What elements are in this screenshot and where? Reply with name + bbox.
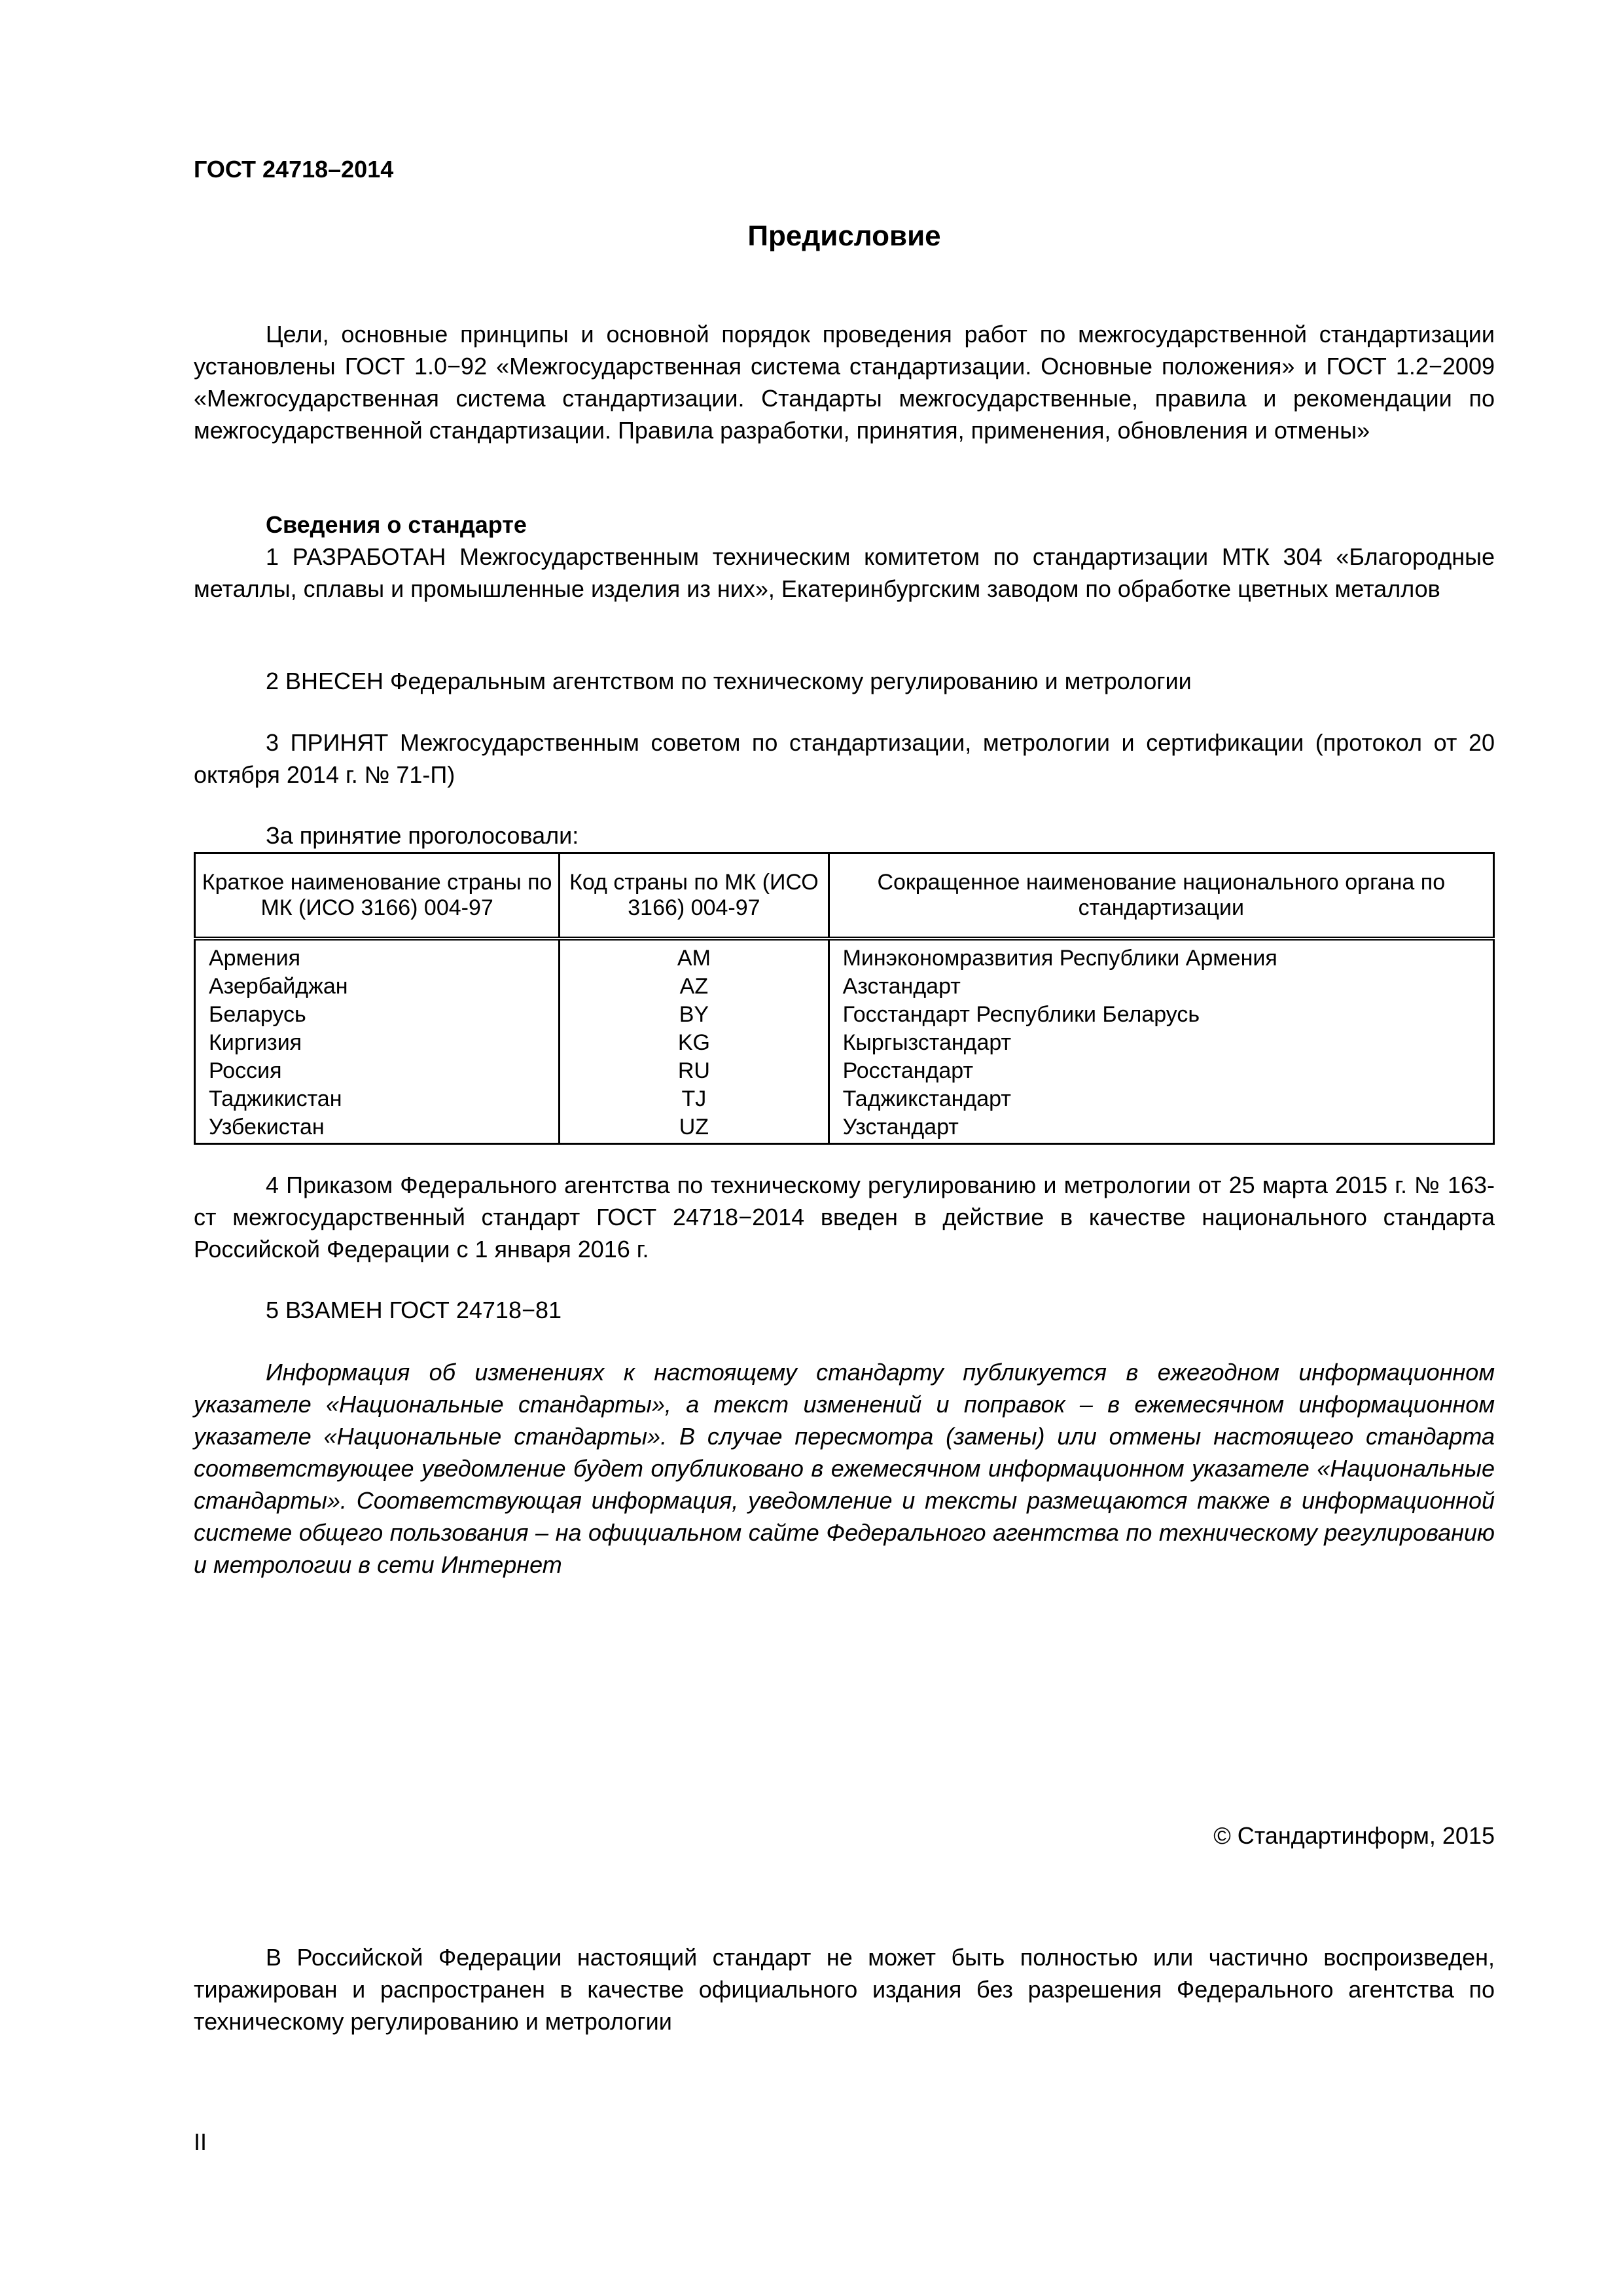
body-cell: Минэкономразвития Республики Армения xyxy=(829,939,1493,973)
table-row xyxy=(195,1113,1494,1144)
code-cell: AM xyxy=(560,939,829,973)
body-cell: Госстандарт Республики Беларусь xyxy=(829,1001,1493,1029)
item-adopted: 3 ПРИНЯТ Межгосударственным советом по стандартизации, метрологии и сертификации (протокол от 20 октября 2014 г. № 71-П) xyxy=(194,729,1495,788)
country-cell: Россия xyxy=(195,1057,560,1085)
header-code: Код страны по МК (ИСО 3166) 004-97 xyxy=(560,853,829,939)
table-row xyxy=(195,1057,1494,1085)
item-developed: 1 РАЗРАБОТАН Межгосударственным техническим комитетом по стандартизации МТК 304 «Благородные металлы, сплавы и промышленные изделия из них», Екатеринбургским заводом по обработке цветных металлов xyxy=(194,543,1495,602)
votes-caption: За принятие проголосовали: xyxy=(266,822,579,849)
country-cell: Таджикистан xyxy=(195,1085,560,1113)
votes-table-header-row xyxy=(195,853,1494,939)
copyright: © Стандартинформ, 2015 xyxy=(1213,1822,1495,1849)
code-cell: UZ xyxy=(560,1113,829,1144)
table-row xyxy=(195,973,1494,1001)
legal-notice: В Российской Федерации настоящий стандарт не может быть полностью или частично воспроизведен, тиражирован и распространен в качестве официального издания без разрешения Федерального агентства по техническому регулированию и метрологии xyxy=(194,1944,1495,2035)
intro-paragraph: Цели, основные принципы и основной порядок проведения работ по межгосударственной стандартизации установлены ГОСТ 1.0−92 «Межгосударственная система стандартизации. Основные положения» и ГОСТ 1.2−2009 «Межгосударственная система стандартизации. Стандарты межгосударственные, правила и рекомендации по межгосударственной стандартизации. Правила разработки, принятия, применения, обновления и отмены» xyxy=(194,321,1495,444)
table-row xyxy=(195,1029,1494,1057)
code-cell: TJ xyxy=(560,1085,829,1113)
country-cell: Киргизия xyxy=(195,1029,560,1057)
header-country: Краткое наименование страны по МК (ИСО 3166) 004-97 xyxy=(195,853,560,939)
code-cell: KG xyxy=(560,1029,829,1057)
table-row xyxy=(195,1001,1494,1029)
country-cell: Армения xyxy=(195,939,560,973)
header-body: Сокращенное наименование национального органа по стандартизации xyxy=(829,853,1493,939)
item-introduced: 2 ВНЕСЕН Федеральным агентством по техническому регулированию и метрологии xyxy=(266,668,1192,694)
document-id-header: ГОСТ 24718–2014 xyxy=(194,156,394,183)
votes-table xyxy=(194,852,1495,1145)
code-cell: AZ xyxy=(560,973,829,1001)
code-cell: BY xyxy=(560,1001,829,1029)
body-cell: Узстандарт xyxy=(829,1113,1493,1144)
country-cell: Азербайджан xyxy=(195,973,560,1001)
page-number: II xyxy=(194,2128,207,2155)
country-cell: Беларусь xyxy=(195,1001,560,1029)
table-row xyxy=(195,1085,1494,1113)
body-cell: Росстандарт xyxy=(829,1057,1493,1085)
changes-info-paragraph: Информация об изменениях к настоящему стандарту публикуется в ежегодном информационном указателе «Национальные стандарты», а текст изменений и поправок – в ежемесячном информационном указателе «Национальные стандарты». В случае пересмотра (замены) или отмены настоящего стандарта соответствующее уведомление будет опубликовано в ежемесячном информационном указателе «Национальные стандарты». Соответствующая информация, уведомление и тексты размещаются также в информационной системе общего пользования – на официальном сайте Федерального агентства по техническому регулированию и метрологии в сети Интернет xyxy=(194,1359,1495,1578)
info-heading: Сведения о стандарте xyxy=(266,511,527,538)
country-cell: Узбекистан xyxy=(195,1113,560,1144)
body-cell: Азстандарт xyxy=(829,973,1493,1001)
body-cell: Кыргызстандарт xyxy=(829,1029,1493,1057)
body-cell: Таджикстандарт xyxy=(829,1085,1493,1113)
item-replaces: 5 ВЗАМЕН ГОСТ 24718−81 xyxy=(266,1297,562,1323)
item-order: 4 Приказом Федерального агентства по техническому регулированию и метрологии от 25 марта 2015 г. № 163-ст межгосударственный стандарт ГОСТ 24718−2014 введен в действие в качестве национального стандарта Российской Федерации с 1 января 2016 г. xyxy=(194,1172,1495,1263)
table-row xyxy=(195,939,1494,973)
page-title: Предисловие xyxy=(747,220,941,252)
code-cell: RU xyxy=(560,1057,829,1085)
